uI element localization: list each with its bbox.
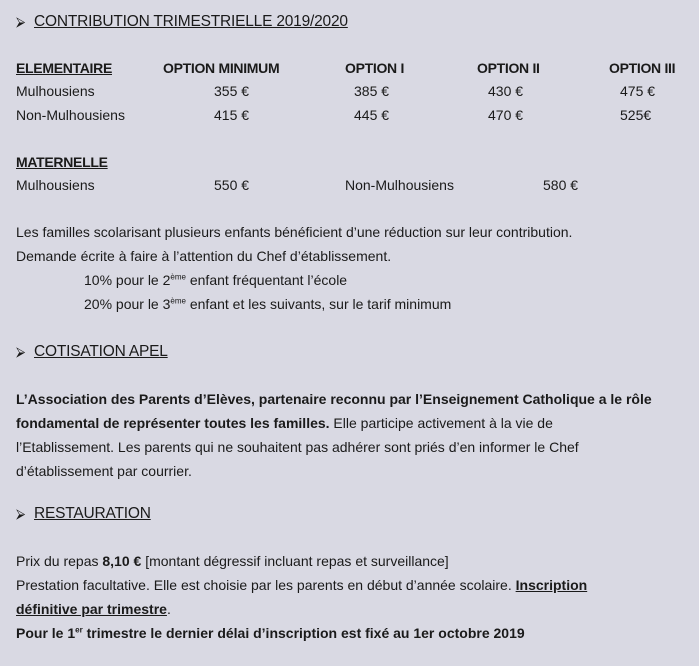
- apel-bold-text: fondamental de représenter toutes les familles.: [16, 415, 330, 431]
- row-label-non-mulhousiens: Non-Mulhousiens: [345, 177, 454, 193]
- column-header-option-3: OPTION III: [609, 60, 676, 76]
- section-heading-restauration: [16, 505, 151, 523]
- column-header-option-minimum: OPTION MINIMUM: [163, 60, 280, 76]
- price-cell: 580 €: [543, 177, 579, 193]
- reduction-item-text: 20% pour le 3: [84, 296, 171, 312]
- section-title: COTISATION APEL: [34, 343, 168, 360]
- section-title: RESTAURATION: [34, 505, 151, 522]
- restauration-line: [16, 598, 171, 621]
- restauration-text: Prestation facultative. Elle est choisie par les parents en début d’année scolaire.: [16, 577, 516, 593]
- superscript: ème: [170, 296, 186, 306]
- column-header-option-2: OPTION II: [477, 60, 540, 76]
- price-cell: 415 €: [214, 107, 250, 123]
- elementaire-header: ELEMENTAIRE: [16, 60, 112, 76]
- reduction-item: [84, 269, 347, 292]
- restauration-text: Pour le 1: [16, 625, 76, 641]
- price-cell: 430 €: [488, 83, 524, 99]
- price-cell: 470 €: [488, 107, 524, 123]
- reduction-item: [84, 293, 451, 316]
- restauration-deadline-line: [16, 622, 525, 645]
- reduction-item-text: enfant fréquentant l’école: [185, 272, 348, 288]
- reduction-line: Les familles scolarisant plusieurs enfants bénéficient d’une réduction sur leur contribution.: [16, 224, 573, 240]
- restauration-text: .: [166, 601, 171, 617]
- reduction-item-text: enfant et les suivants, sur le tarif minimum: [185, 296, 452, 312]
- restauration-text: [montant dégressif incluant repas et surveillance]: [141, 553, 449, 569]
- superscript: er: [75, 625, 83, 635]
- inscription-bold-text: définitive par trimestre: [16, 601, 167, 617]
- inscription-bold-text: Inscription: [515, 577, 588, 593]
- reduction-item-text: 10% pour le 2: [84, 272, 171, 288]
- restauration-text: Prix du repas: [16, 553, 103, 569]
- section-title: CONTRIBUTION TRIMESTRIELLE 2019/2020: [34, 13, 348, 30]
- apel-line: l’Etablissement. Les parents qui ne souhaitent pas adhérer sont priés d’en informer le Chef: [16, 439, 579, 455]
- row-label-non-mulhousiens: Non-Mulhousiens: [16, 107, 125, 123]
- apel-line: d’établissement par courrier.: [16, 463, 192, 479]
- restauration-text: trimestre le dernier délai d’inscription est fixé au 1er octobre 2019: [82, 625, 525, 641]
- price-cell: 525€: [620, 107, 652, 123]
- row-label-mulhousiens: Mulhousiens: [16, 177, 95, 193]
- section-heading-contribution: [16, 13, 348, 31]
- restauration-line: [16, 550, 449, 573]
- apel-line: [16, 412, 553, 435]
- maternelle-header: MATERNELLE: [16, 154, 108, 170]
- price-cell: 355 €: [214, 83, 250, 99]
- column-header-option-1: OPTION I: [345, 60, 405, 76]
- arrow-bullet-icon: ⮚: [16, 506, 26, 521]
- price-cell: 445 €: [354, 107, 390, 123]
- meal-price: 8,10 €: [102, 553, 142, 569]
- section-heading-apel: [16, 343, 168, 361]
- arrow-bullet-icon: ⮚: [16, 344, 26, 359]
- arrow-bullet-icon: ⮚: [16, 14, 26, 29]
- price-cell: 385 €: [354, 83, 390, 99]
- superscript: ème: [170, 272, 186, 282]
- apel-text: Elle participe activement à la vie de: [329, 415, 553, 431]
- restauration-line: [16, 574, 587, 597]
- row-label-mulhousiens: Mulhousiens: [16, 83, 95, 99]
- price-cell: 550 €: [214, 177, 250, 193]
- price-cell: 475 €: [620, 83, 656, 99]
- apel-line: L’Association des Parents d’Elèves, partenaire reconnu par l’Enseignement Catholique a le rôle: [16, 391, 652, 407]
- reduction-line: Demande écrite à faire à l’attention du Chef d’établissement.: [16, 248, 392, 264]
